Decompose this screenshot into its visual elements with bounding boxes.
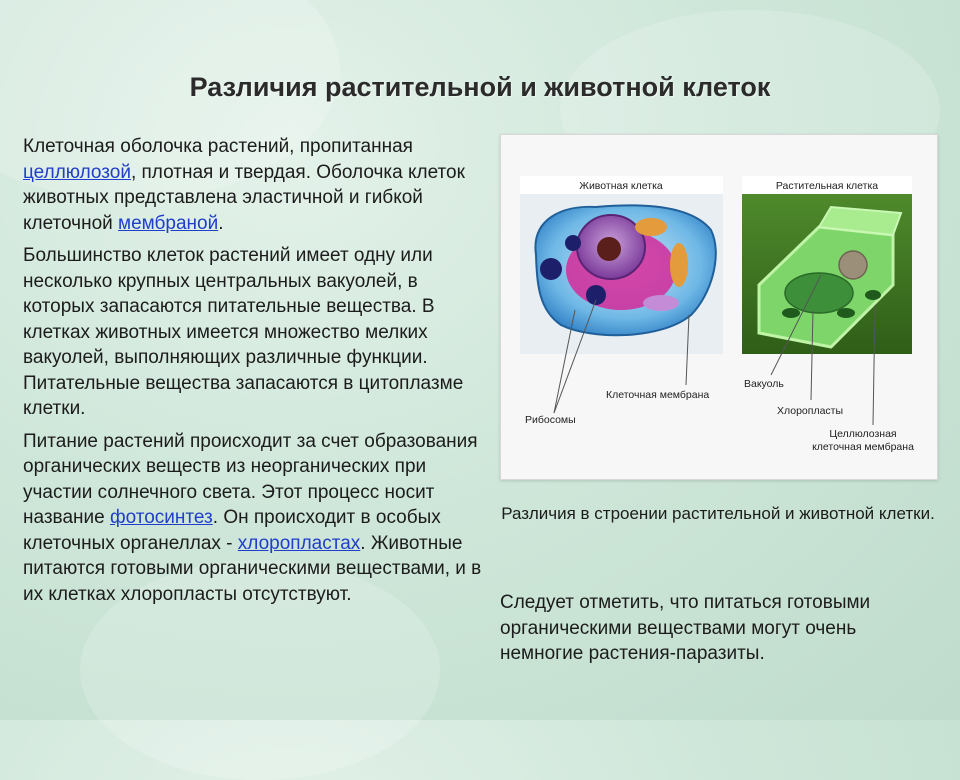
animal-cell-title: Животная клетка [579,180,663,192]
link-membrane[interactable]: мембраной [118,212,219,234]
plant-cell-title: Растительная клетка [775,180,879,192]
figure-caption: Различия в строении растительной и животной клетки. [501,504,935,523]
paragraph-vacuoles: Большинство клеток растений имеет одну или несколько крупных центральных вакуолей, в которых запасаются питательные вещества. В клетках животных имеется множество мелких вакуолей, выполняющих различные функции. Питательные вещества запасаются в цитоплазме клетки. [23,245,464,419]
page-title: Различия растительной и животной клеток [189,72,771,102]
chloroplast [782,308,800,318]
label-ribosomes: Рибосомы [525,414,576,426]
link-photosynthesis[interactable]: фотосинтез [109,507,213,528]
vesicle [565,235,581,251]
chloroplast [865,290,881,300]
left-text-column [23,134,483,614]
mitochondrion [670,243,688,287]
plant-nucleus [839,251,867,279]
golgi [643,295,679,311]
vesicle [540,258,562,280]
label-cellulose-membrane-line2: клеточная мембрана [812,441,914,453]
vesicle [586,285,606,305]
link-cellulose[interactable]: целлюлозой [23,161,131,183]
paragraph-cell-wall: Клеточная оболочка растений, пропитанная целлюлозой, плотная и твердая. Оболочка клеток животных представлена эластичной и гибкой клеточной мембраной. [23,136,465,234]
mitochondrion [635,218,667,236]
link-chloroplasts[interactable]: хлоропластах [237,532,361,554]
label-cell-membrane: Клеточная мембрана [606,389,710,401]
chloroplast [837,308,855,318]
paragraph-nutrition: Питание растений происходит за счет образования органических веществ из неорганических при участии солнечного света. Этот процесс носит название фотосинтез. Он происходит в особых клеточных органеллах - хлоропластах. Животные питаются готовыми органическими веществами, и в их клетках хлоропласты отсутствуют. [23,430,482,605]
label-chloroplasts: Хлоропласты [777,405,844,417]
label-cellulose-membrane-line1: Целлюлозная [829,428,897,440]
nucleolus [597,237,621,261]
cell-comparison-figure [500,134,938,480]
label-vacuole: Вакуоль [744,378,784,390]
cell-diagram [501,135,937,479]
parasite-note: Следует отметить, что питаться готовыми органическими веществами могут очень немногие растения-паразиты. [500,592,871,664]
